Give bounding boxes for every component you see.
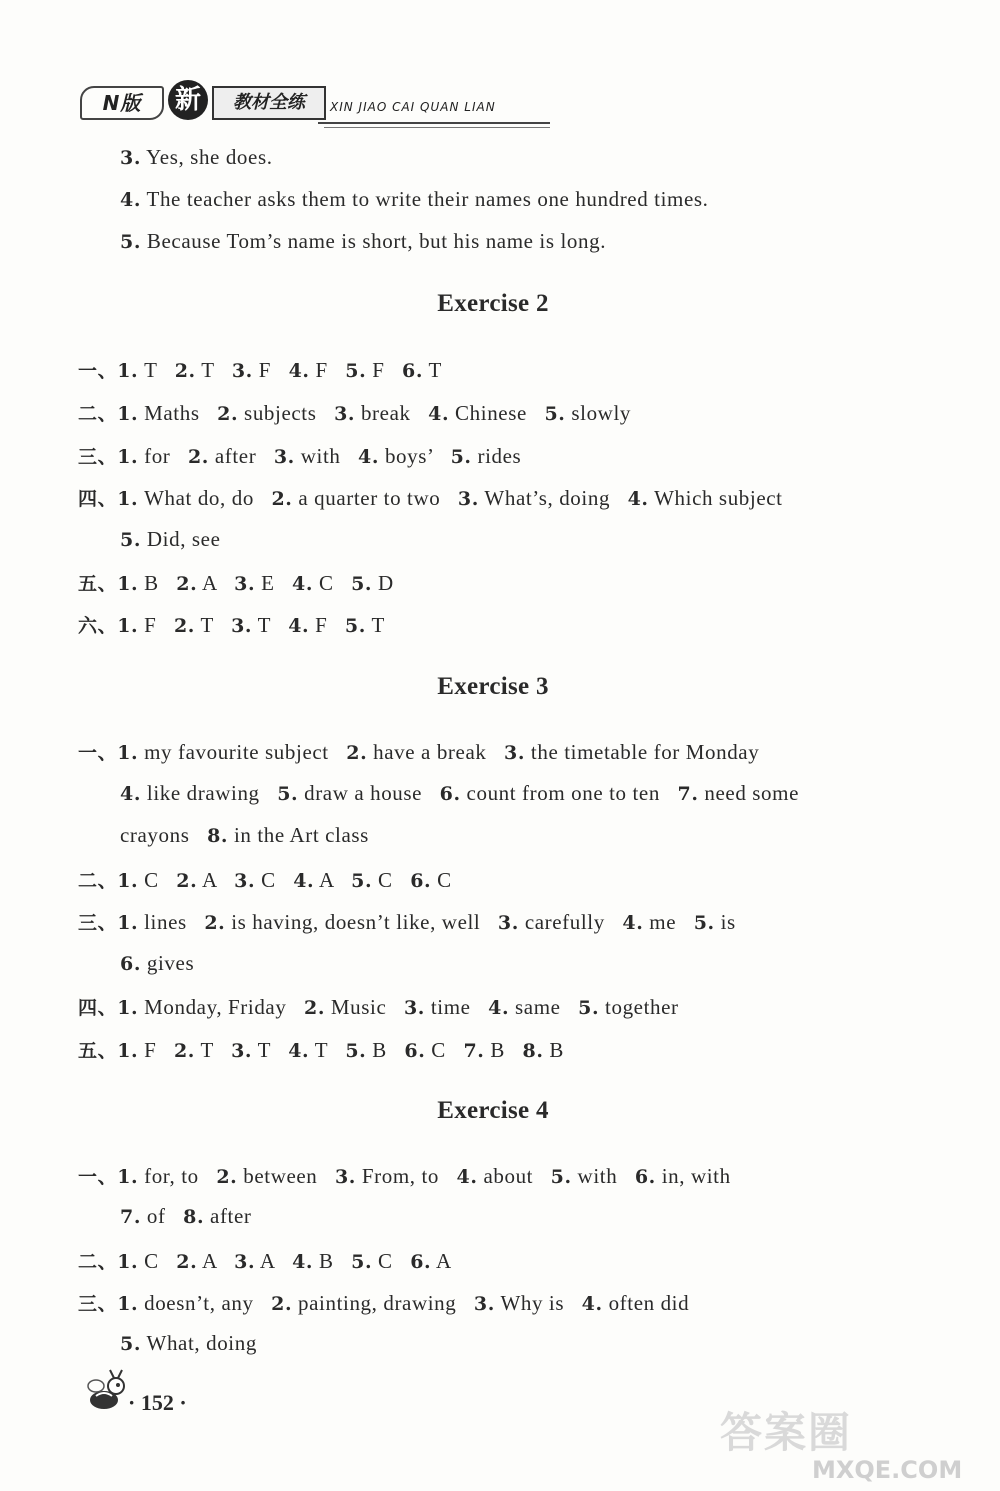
answer-line xyxy=(78,1289,689,1316)
answer-line xyxy=(78,866,452,893)
answer-line xyxy=(78,908,736,935)
book-title-pinyin: XIN JIAO CAI QUAN LIAN xyxy=(330,100,496,114)
section-number: 一、 xyxy=(78,360,118,382)
answer-line xyxy=(120,1204,252,1229)
section-number: 二、 xyxy=(78,403,118,425)
section-number: 二、 xyxy=(78,870,118,892)
answer-text: 1. Monday, Friday 2. Music 3. time 4. same 5. together xyxy=(117,995,679,1019)
answer-line xyxy=(78,442,521,469)
answer-text: 1. C 2. A 3. A 4. B 5. C 6. A xyxy=(117,1249,452,1273)
answer-text: 4. like drawing 5. draw a house 6. count from one to ten 7. need some xyxy=(120,781,800,805)
answer-line xyxy=(78,738,759,765)
answer-text: 5. Did, see xyxy=(120,527,221,551)
section-number: 四、 xyxy=(78,488,118,510)
answer-line xyxy=(78,399,631,426)
logo-icon: 新 xyxy=(168,80,208,120)
answer-text: 1. B 2. A 3. E 4. C 5. D xyxy=(117,571,394,595)
answer-text: 1. for, to 2. between 3. From, to 4. about 5. with 6. in, with xyxy=(117,1164,731,1188)
answer-text: 1. lines 2. is having, doesn’t like, well 3. carefully 4. me 5. is xyxy=(117,910,736,934)
answer-line xyxy=(78,569,394,596)
section-number: 五、 xyxy=(78,573,118,595)
answer-line xyxy=(78,1036,564,1063)
answer-line xyxy=(120,527,221,552)
answer-text: 1. doesn’t, any 2. painting, drawing 3. Why is 4. often did xyxy=(117,1291,690,1315)
section-number: 三、 xyxy=(78,912,118,934)
section-number: 三、 xyxy=(78,1293,118,1315)
page-footer xyxy=(84,1368,284,1418)
book-title: 教材全练 xyxy=(212,86,326,120)
answer-text: 1. What do, do 2. a quarter to two 3. What’s, doing 4. Which subject xyxy=(117,486,783,510)
answer-text: crayons 8. in the Art class xyxy=(120,823,369,847)
answer-text: 1. for 2. after 3. with 4. boys’ 5. rides xyxy=(117,444,522,468)
exercise-heading: Exercise 3 xyxy=(437,673,549,700)
header-rule-thin xyxy=(324,127,550,128)
answer-line xyxy=(78,356,442,383)
answer-text: 6. gives xyxy=(120,951,195,975)
answer-line xyxy=(120,145,273,170)
answer-line xyxy=(120,1331,257,1356)
edition-badge: N版 xyxy=(80,86,164,120)
answer-line xyxy=(120,187,709,212)
section-number: 五、 xyxy=(78,1040,118,1062)
answer-text: 4. The teacher asks them to write their names one hundred times. xyxy=(120,187,709,211)
answer-text: 1. C 2. A 3. C 4. A 5. C 6. C xyxy=(117,868,452,892)
section-number: 一、 xyxy=(78,742,118,764)
page-header xyxy=(72,76,562,132)
section-number: 一、 xyxy=(78,1166,118,1188)
exercise-heading: Exercise 4 xyxy=(437,1097,549,1124)
answer-text: 3. Yes, she does. xyxy=(120,145,273,169)
answer-text: 1. T 2. T 3. F 4. F 5. F 6. T xyxy=(117,358,442,382)
answer-text: 5. Because Tom’s name is short, but his name is long. xyxy=(120,229,607,253)
answer-text: 1. Maths 2. subjects 3. break 4. Chinese 5. slowly xyxy=(117,401,631,425)
answer-line xyxy=(120,229,606,254)
answer-line xyxy=(120,823,369,848)
watermark-url: MXQE.COM xyxy=(812,1456,963,1484)
section-number: 六、 xyxy=(78,615,118,637)
answer-line xyxy=(78,1247,452,1274)
section-number: 三、 xyxy=(78,446,118,468)
answer-text: 7. of 8. after xyxy=(120,1204,252,1228)
answer-line xyxy=(120,781,799,806)
answer-text: 1. F 2. T 3. T 4. T 5. B 6. C 7. B 8. B xyxy=(117,1038,565,1062)
bee-icon xyxy=(84,1368,128,1414)
answer-line xyxy=(78,611,385,638)
answer-line xyxy=(78,1162,731,1189)
section-number: 二、 xyxy=(78,1251,118,1273)
exercise-heading: Exercise 2 xyxy=(437,290,549,317)
answer-text: 5. What, doing xyxy=(120,1331,257,1355)
header-rule xyxy=(318,122,550,124)
answer-text: 1. F 2. T 3. T 4. F 5. T xyxy=(117,613,385,637)
answer-line xyxy=(78,484,783,511)
section-number: 四、 xyxy=(78,997,118,1019)
answer-line xyxy=(78,993,679,1020)
answer-line xyxy=(120,951,194,976)
page-number: · 152 · xyxy=(128,1390,187,1415)
watermark-logo: 答案圈 xyxy=(720,1408,853,1457)
answer-text: 1. my favourite subject 2. have a break 3. the timetable for Monday xyxy=(117,740,760,764)
